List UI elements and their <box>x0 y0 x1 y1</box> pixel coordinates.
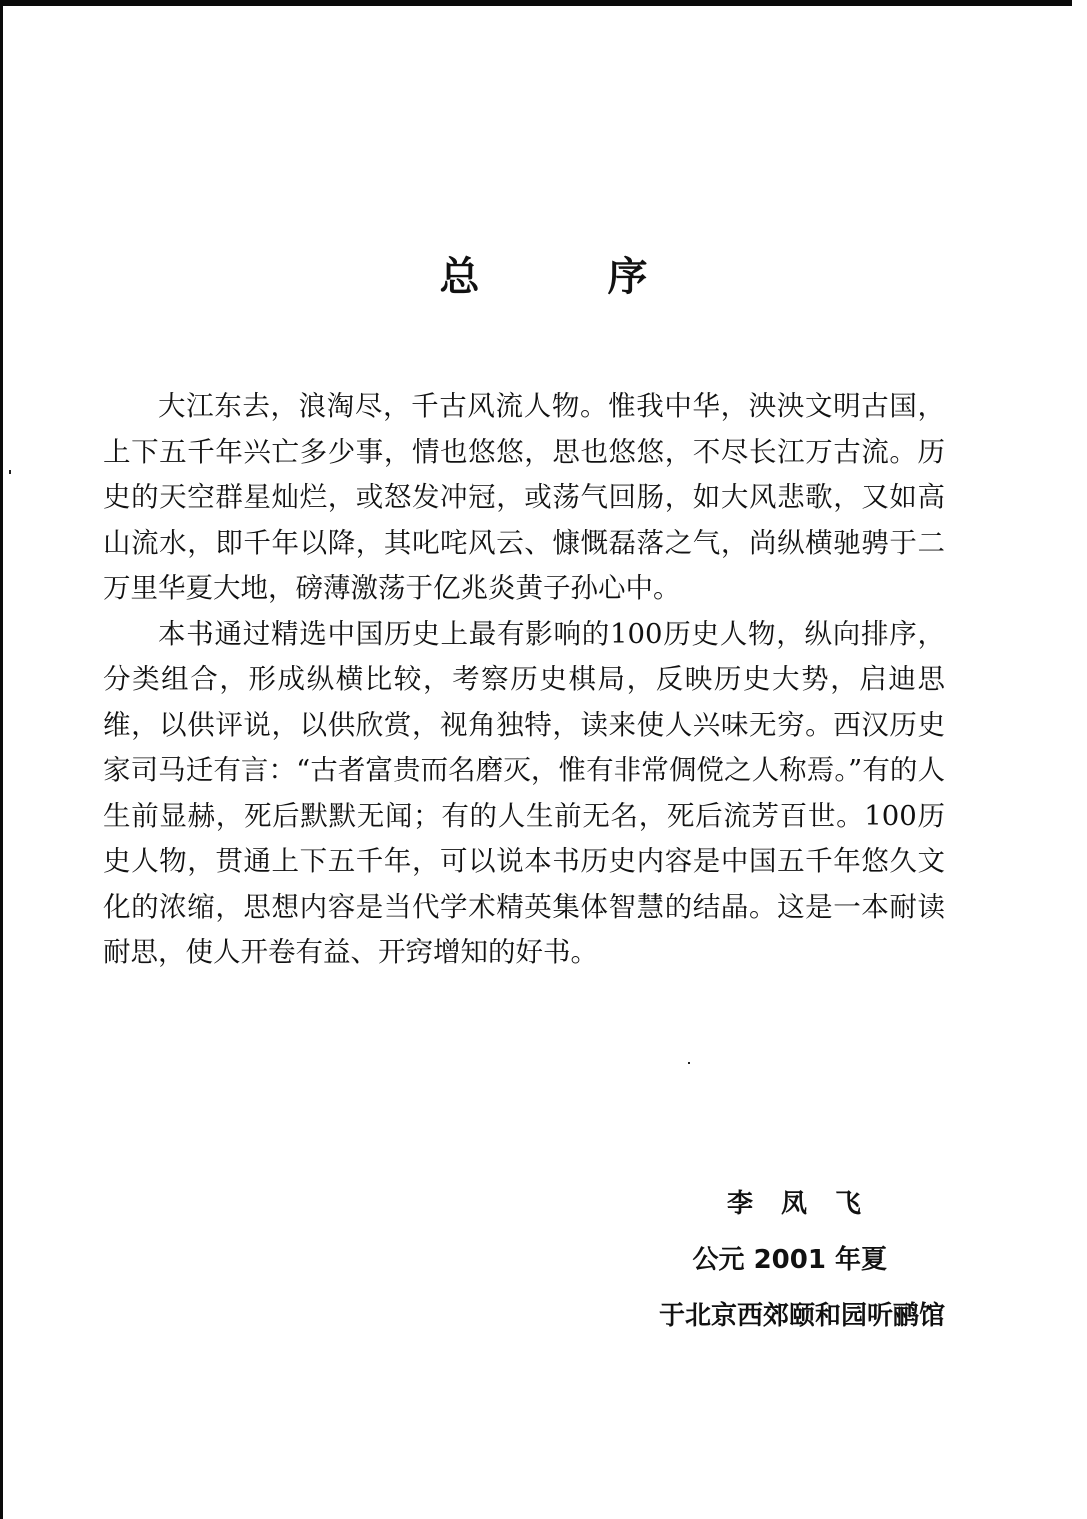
title-char-1: 总 <box>439 254 480 300</box>
author-name: 李凤飞 <box>726 1189 889 1219</box>
paragraph-2: 本书通过精选中国历史上最有影响的100历史人物，纵向排序，分类组合，形成纵横比较，考察历史棋局，反映历史大势，启迪思维，以供评说，以供欣赏，视角独特，读来使人兴味无穷。西汉历史家司马迁有言：“古者富贵而名磨灭，惟有非常倜傥之人称焉。”有的人生前显赫，死后默默无闻；有的人生前无名，死后流芳百世。100历史人物，贯通上下五千年，可以说本书历史内容是中国五千年悠久文化的浓缩，思想内容是当代学术精英集体智慧的结晶。这是一本耐读耐思，使人开卷有益、开窍增知的好书。 <box>103 617 945 968</box>
scan-left-border <box>0 0 3 1519</box>
signature-place: 于北京西郊颐和园听鹂馆 <box>658 1301 945 1331</box>
page-title <box>0 252 1087 302</box>
signature-date: 公元 2001 年夏 <box>692 1245 887 1275</box>
scan-speck <box>688 1062 690 1064</box>
title-char-2: 序 <box>607 254 648 300</box>
paragraph-1: 大江东去，浪淘尽，千古风流人物。惟我中华，泱泱文明古国，上下五千年兴亡多少事，情也悠悠，思也悠悠，不尽长江万古流。历史的天空群星灿烂，或怒发冲冠，或荡气回肠，如大风悲歌，又如高山流水，即千年以降，其叱咤风云、慷慨磊落之气，尚纵横驰骋于二万里华夏大地，磅薄激荡于亿兆炎黄子孙心中。 <box>103 390 945 604</box>
scan-speck <box>9 470 11 474</box>
scan-top-border <box>0 0 1072 6</box>
preface-body <box>103 384 945 976</box>
signature-block <box>659 1176 945 1344</box>
